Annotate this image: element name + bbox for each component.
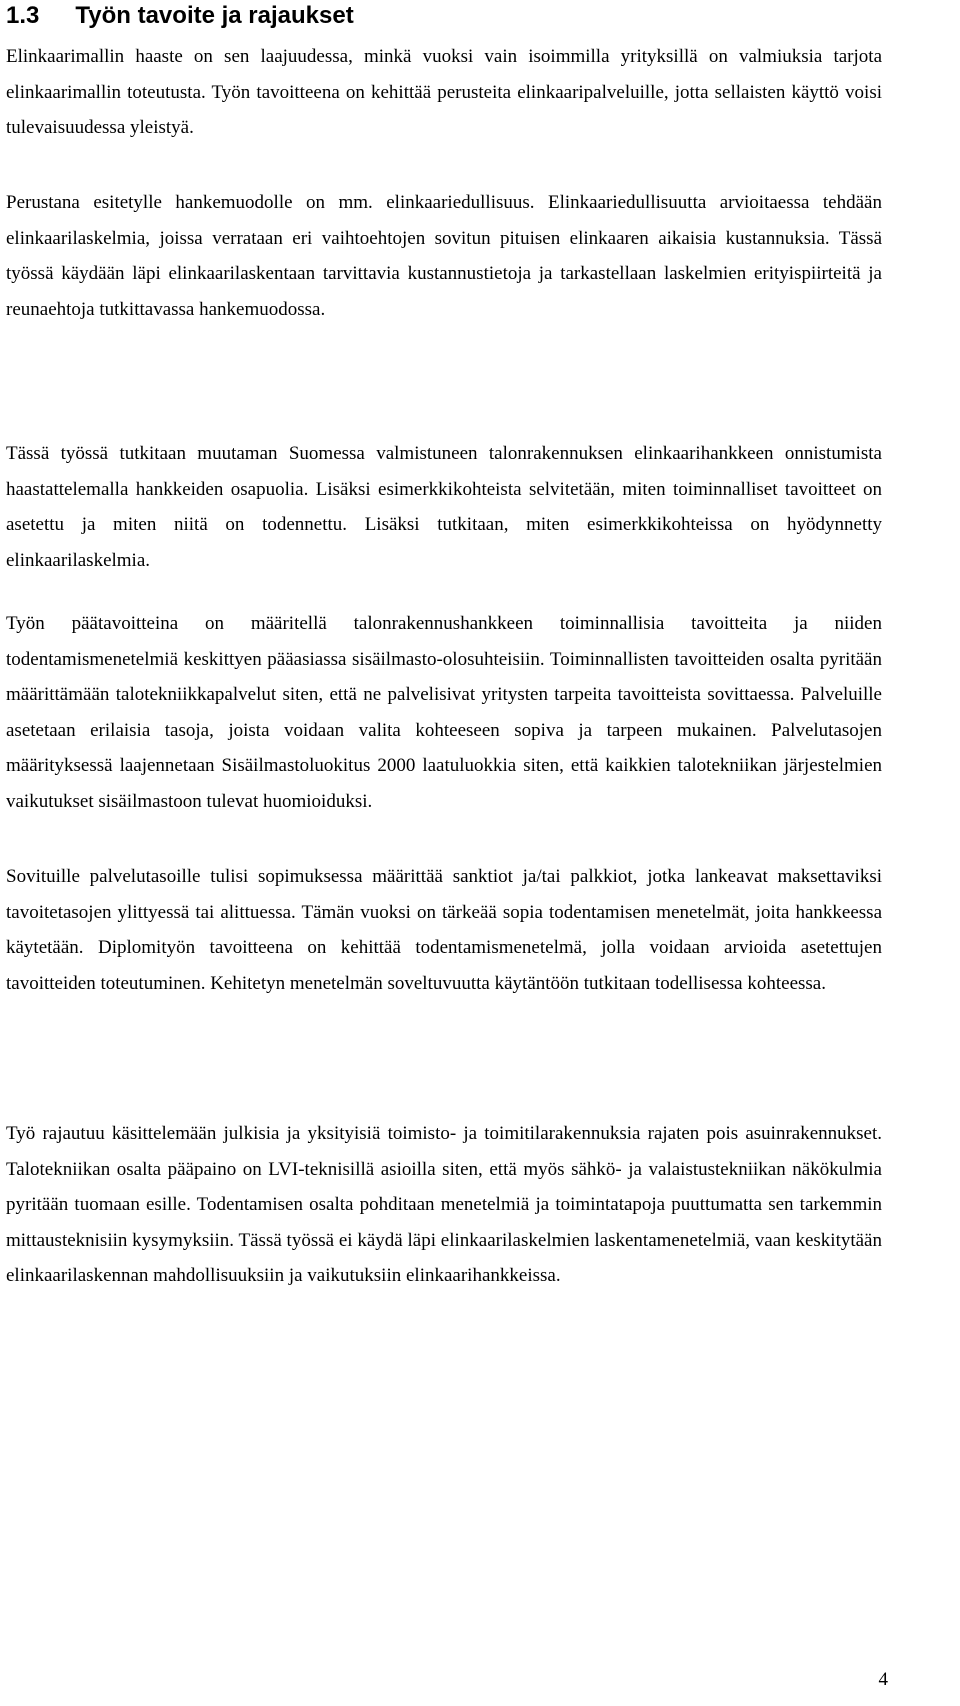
section-heading bbox=[6, 0, 882, 36]
paragraph-6: Työ rajautuu käsittelemään julkisia ja yksityisiä toimisto- ja toimitilarakennuksia rajaten pois asuinrakennukset. Talotekniikan osalta pääpaino on LVI-teknisillä asioilla siten, että myös sähkö- ja valaistustekniikan näkökulmia pyritään tuomaan esille. Todentamisen osalta pohditaan menetelmiä ja toimintatapoja puuttumatta sen tarkemmin mittausteknisiin kysymyksiin. Tässä työssä ei käydä läpi elinkaarilaskelmien laskentamenetelmiä, vaan keskitytään elinkaarilaskennan mahdollisuuksiin ja vaikutuksiin elinkaarihankkeissa. bbox=[6, 1123, 882, 1287]
document-page bbox=[6, 0, 882, 1287]
paragraph-4: Työn päätavoitteina on määritellä talonrakennushankkeen toiminnallisia tavoitteita ja niiden todentamismenetelmiä keskittyen pääasiassa sisäilmasto-olosuhteisiin. Toiminnallisten tavoitteiden osalta pyritään määrittämään talotekniikkapalvelut siten, että ne palvelisivat yritysten tarpeita tavoitteista sovittaessa. Palveluille asetetaan erilaisia tasoja, joista voidaan valita kohteeseen sopiva ja tarpeen mukainen. Palvelutasojen määrityksessä laajennetaan Sisäilmastoluokitus 2000 laatuluokkia siten, että kaikkien talotekniikan järjestelmien vaikutukset sisäilmastoon tulevat huomioiduksi. bbox=[6, 613, 882, 812]
paragraph-1: Elinkaarimallin haaste on sen laajuudessa, minkä vuoksi vain isoimmilla yrityksillä on valmiuksia tarjota elinkaarimallin toteutusta. Työn tavoitteena on kehittää perusteita elinkaaripalveluille, jotta sellaisten käyttö voisi tulevaisuudessa yleistyä. bbox=[6, 46, 882, 139]
paragraph-5: Sovituille palvelutasoille tulisi sopimuksessa määrittää sanktiot ja/tai palkkiot, jotka lankeavat maksettaviksi tavoitetasojen ylittyessä tai alittuessa. Tämän vuoksi on tärkeää sopia todentamisen menetelmät, joita hankkeessa käytetään. Diplomityön tavoitteena on kehittää todentamismenetelmä, jolla voidaan arvioida asetettujen tavoitteiden toteutuminen. Kehitetyn menetelmän soveltuvuutta käytäntöön tutkitaan todellisessa kohteessa. bbox=[6, 866, 882, 994]
paragraph-3: Tässä työssä tutkitaan muutaman Suomessa valmistuneen talonrakennuksen elinkaarihankkeen onnistumista haastattelemalla hankkeiden osapuolia. Lisäksi esimerkkikohteista selvitetään, miten toiminnalliset tavoitteet on asetettu ja miten niitä on todennettu. Lisäksi tutkitaan, miten esimerkkikohteissa on hyödynnetty elinkaarilaskelmia. bbox=[6, 443, 882, 571]
paragraph-2: Perustana esitetylle hankemuodolle on mm. elinkaariedullisuus. Elinkaariedullisuutta arvioitaessa tehdään elinkaarilaskelmia, joissa verrataan eri vaihtoehtojen sovitun pituisen elinkaaren aikaisia kustannuksia. Tässä työssä käydään läpi elinkaarilaskentaan tarvittavia kustannustietoja ja tarkastellaan laskelmien erityispiirteitä ja reunaehtoja tutkittavassa hankemuodossa. bbox=[6, 192, 882, 320]
section-number: 1.3 bbox=[6, 2, 40, 29]
page-number: 4 bbox=[878, 1669, 888, 1690]
section-title: Työn tavoite ja rajaukset bbox=[75, 2, 354, 29]
